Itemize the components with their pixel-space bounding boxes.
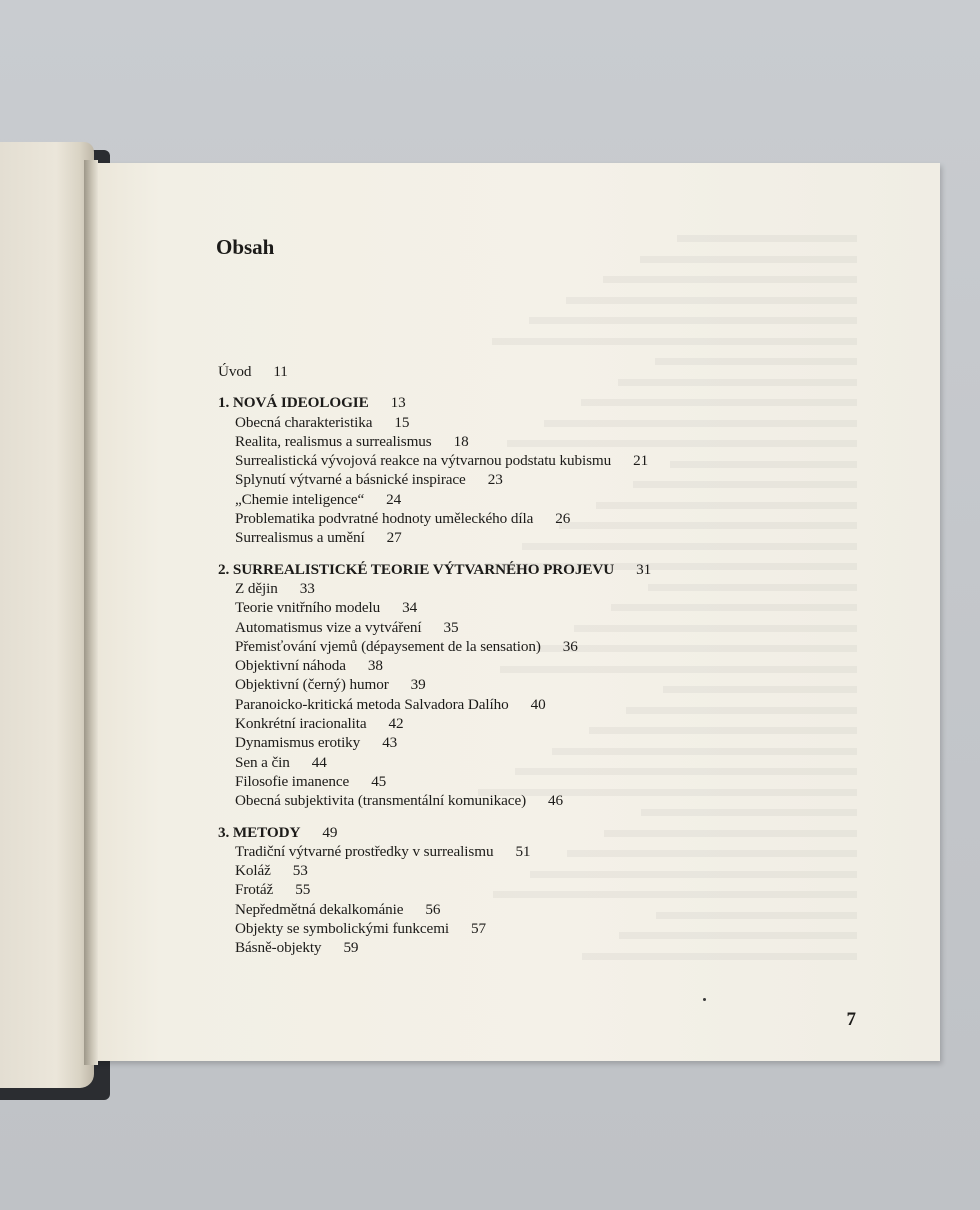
toc-entry-page: 43 bbox=[382, 734, 398, 752]
toc-entry-page: 27 bbox=[386, 529, 402, 547]
toc-entry bbox=[218, 772, 878, 791]
toc-entry-label: Básně-objekty bbox=[235, 939, 322, 957]
toc-entry-page: 44 bbox=[311, 753, 327, 771]
toc-entry-label: Teorie vnitřního modelu bbox=[235, 599, 381, 617]
toc-entry-label: Paranoicko-kritická metoda Salvadora Dalího bbox=[235, 695, 509, 713]
toc-entry-label: Filosofie imanence bbox=[235, 772, 350, 790]
toc-entry-page: 59 bbox=[343, 939, 359, 957]
toc-entry-page: 46 bbox=[548, 792, 564, 810]
toc-entry-page: 53 bbox=[292, 862, 308, 880]
toc-entry bbox=[218, 675, 878, 694]
left-page-edge bbox=[0, 142, 94, 1088]
toc-entry-label: Tradiční výtvarné prostředky v surrealismu bbox=[235, 842, 494, 860]
toc-entry-label: Objektivní (černý) humor bbox=[235, 676, 389, 694]
toc-entry-page: 23 bbox=[487, 471, 503, 489]
toc-entry bbox=[218, 714, 878, 733]
toc-entry-label: Objekty se symbolickými funkcemi bbox=[235, 920, 450, 938]
toc-entry-page: 21 bbox=[633, 452, 649, 470]
show-through-line bbox=[529, 317, 857, 324]
show-through-line bbox=[492, 338, 857, 345]
toc-entry-label: Realita, realismus a surrealismus bbox=[235, 432, 432, 450]
toc-entry-page: 39 bbox=[410, 676, 426, 694]
toc-entry-page: 40 bbox=[530, 695, 546, 713]
toc-entry-label: Přemisťování vjemů (dépaysement de la sensation) bbox=[235, 637, 541, 655]
toc-entry bbox=[218, 432, 878, 451]
show-through-line bbox=[603, 276, 857, 283]
toc-section-label: 2. SURREALISTICKÉ TEORIE VÝTVARNÉHO PROJEVU bbox=[218, 560, 615, 578]
toc-entry-page: 15 bbox=[394, 413, 410, 431]
toc-section-heading bbox=[218, 560, 878, 579]
toc-entry-label: Splynutí výtvarné a básnické inspirace bbox=[235, 471, 466, 489]
toc-entry-label: Frotáž bbox=[235, 881, 274, 899]
toc-section-page: 13 bbox=[390, 394, 406, 412]
toc-entry bbox=[218, 470, 878, 489]
toc-section-heading bbox=[218, 823, 878, 842]
table-of-contents bbox=[218, 362, 878, 958]
toc-entry-label: Surrealistická vývojová reakce na výtvarnou podstatu kubismu bbox=[235, 452, 612, 470]
toc-entry-label: Nepředmětná dekalkománie bbox=[235, 900, 404, 918]
toc-entry-label: Surrealismus a umění bbox=[235, 529, 365, 547]
toc-section-label: 1. NOVÁ IDEOLOGIE bbox=[218, 394, 369, 412]
toc-entry-page: 42 bbox=[388, 715, 404, 733]
toc-entry-page: 45 bbox=[371, 772, 387, 790]
toc-entry bbox=[218, 656, 878, 675]
toc-entry-label: Obecná charakteristika bbox=[235, 413, 373, 431]
toc-entry-page: 35 bbox=[443, 618, 459, 636]
toc-entry-label: Obecná subjektivita (transmentální komunikace) bbox=[235, 792, 527, 810]
toc-entry-label: Automatismus vize a vytváření bbox=[235, 618, 422, 636]
toc-entry bbox=[218, 900, 878, 919]
toc-entry-page: 36 bbox=[562, 637, 578, 655]
toc-entry-page: 34 bbox=[402, 599, 418, 617]
toc-entry-page: 55 bbox=[295, 881, 311, 899]
toc-entry bbox=[218, 413, 878, 432]
toc-entry bbox=[218, 791, 878, 810]
toc-entry-label: Dynamismus erotiky bbox=[235, 734, 361, 752]
toc-entry-page: 26 bbox=[555, 510, 571, 528]
toc-entry bbox=[218, 490, 878, 509]
toc-entry bbox=[218, 579, 878, 598]
show-through-line bbox=[640, 256, 857, 263]
toc-entry bbox=[218, 451, 878, 470]
toc-entry bbox=[218, 938, 878, 957]
toc-entry bbox=[218, 509, 878, 528]
book-page bbox=[92, 163, 940, 1061]
toc-entry-page: 24 bbox=[386, 490, 402, 508]
page-number: 7 bbox=[846, 1009, 856, 1030]
toc-entry bbox=[218, 842, 878, 861]
toc-entry-label: Úvod bbox=[218, 363, 252, 380]
page-gutter bbox=[84, 160, 98, 1065]
toc-entry bbox=[218, 528, 878, 547]
toc-entry bbox=[218, 733, 878, 752]
show-through-line bbox=[566, 297, 857, 304]
toc-section-page: 31 bbox=[636, 560, 652, 578]
toc-entry-label: „Chemie inteligence“ bbox=[235, 490, 365, 508]
show-through-line bbox=[677, 235, 857, 242]
toc-entry-label: Problematika podvratné hodnoty uměleckého díla bbox=[235, 510, 534, 528]
toc-entry-page: 56 bbox=[425, 900, 441, 918]
paper-speck bbox=[703, 998, 706, 1001]
toc-entry-intro bbox=[218, 362, 878, 381]
toc-entry-page: 11 bbox=[273, 363, 288, 380]
toc-entry bbox=[218, 880, 878, 899]
toc-entry bbox=[218, 861, 878, 880]
toc-section-page: 49 bbox=[322, 823, 338, 841]
toc-entry-label: Konkrétní iracionalita bbox=[235, 715, 367, 733]
toc-entry-label: Objektivní náhoda bbox=[235, 657, 346, 675]
toc-entry-page: 38 bbox=[367, 657, 383, 675]
toc-section-label: 3. METODY bbox=[218, 823, 301, 841]
toc-entry-label: Sen a čin bbox=[235, 753, 290, 771]
toc-entry bbox=[218, 919, 878, 938]
toc-entry bbox=[218, 618, 878, 637]
toc-entry bbox=[218, 637, 878, 656]
toc-entry-label: Koláž bbox=[235, 862, 271, 880]
toc-entry-page: 57 bbox=[471, 920, 487, 938]
toc-entry bbox=[218, 695, 878, 714]
toc-entry-page: 18 bbox=[453, 432, 469, 450]
toc-entry-page: 33 bbox=[299, 579, 315, 597]
toc-entry-page: 51 bbox=[515, 842, 531, 860]
page-title: Obsah bbox=[216, 235, 275, 259]
toc-entry bbox=[218, 753, 878, 772]
toc-entry bbox=[218, 598, 878, 617]
toc-section-heading bbox=[218, 393, 878, 412]
toc-entry-label: Z dějin bbox=[235, 579, 278, 597]
